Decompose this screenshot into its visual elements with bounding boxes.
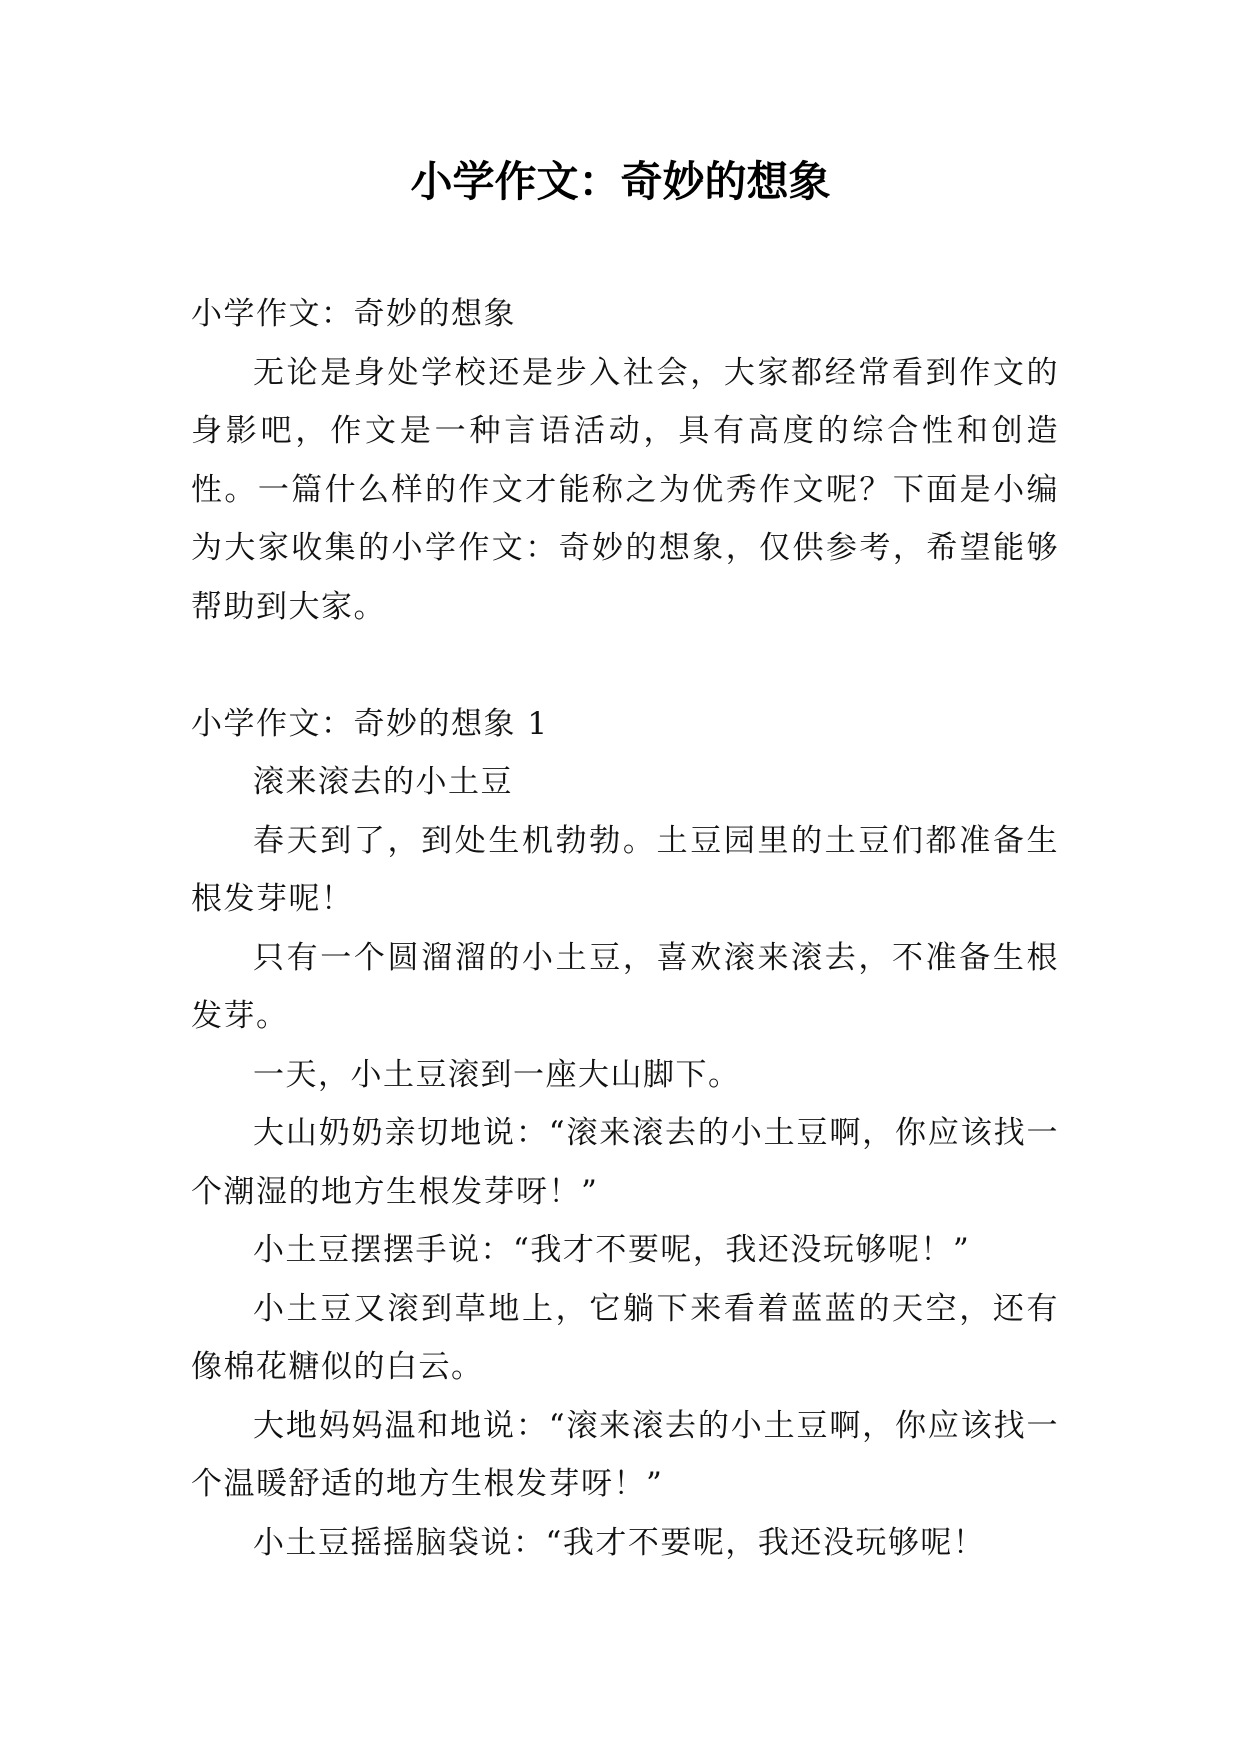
- story-paragraph: 春天到了，到处生机勃勃。土豆园里的土豆们都准备生根发芽呢！: [191, 822, 1059, 917]
- section-heading: 小学作文：奇妙的想象 1: [191, 705, 549, 742]
- story-paragraph: 大山奶奶亲切地说：“滚来滚去的小土豆啊，你应该找一个潮湿的地方生根发芽呀！”: [191, 1115, 1059, 1210]
- story-paragraph: 一天，小土豆滚到一座大山脚下。: [253, 1056, 741, 1093]
- intro-paragraph: 无论是身处学校还是步入社会，大家都经常看到作文的身影吧，作文是一种言语活动，具有高度的综合性和创造性。一篇什么样的作文才能称之为优秀作文呢？下面是小编为大家收集的小学作文：奇妙的想象，仅供参考，希望能够帮助到大家。: [191, 354, 1059, 625]
- paragraph-gap: [191, 636, 1059, 695]
- story-paragraph: 小土豆摇摇脑袋说：“我才不要呢，我还没玩够呢！: [253, 1524, 986, 1561]
- story-paragraph: 小土豆摆摆手说：“我才不要呢，我还没玩够呢！”: [253, 1232, 971, 1268]
- story-paragraph: 只有一个圆溜溜的小土豆，喜欢滚来滚去，不准备生根发芽。: [191, 939, 1059, 1034]
- story-paragraph: 小土豆又滚到草地上，它躺下来看着蓝蓝的天空，还有像棉花糖似的白云。: [191, 1290, 1059, 1385]
- story-paragraph: 大地妈妈温和地说：“滚来滚去的小土豆啊，你应该找一个温暖舒适的地方生根发芽呀！”: [191, 1407, 1059, 1502]
- document-title: 小学作文：奇妙的想象: [410, 157, 831, 206]
- document-body: [191, 285, 1059, 1572]
- story-title: 滚来滚去的小土豆: [253, 764, 513, 800]
- subtitle-line: 小学作文：奇妙的想象: [191, 296, 516, 332]
